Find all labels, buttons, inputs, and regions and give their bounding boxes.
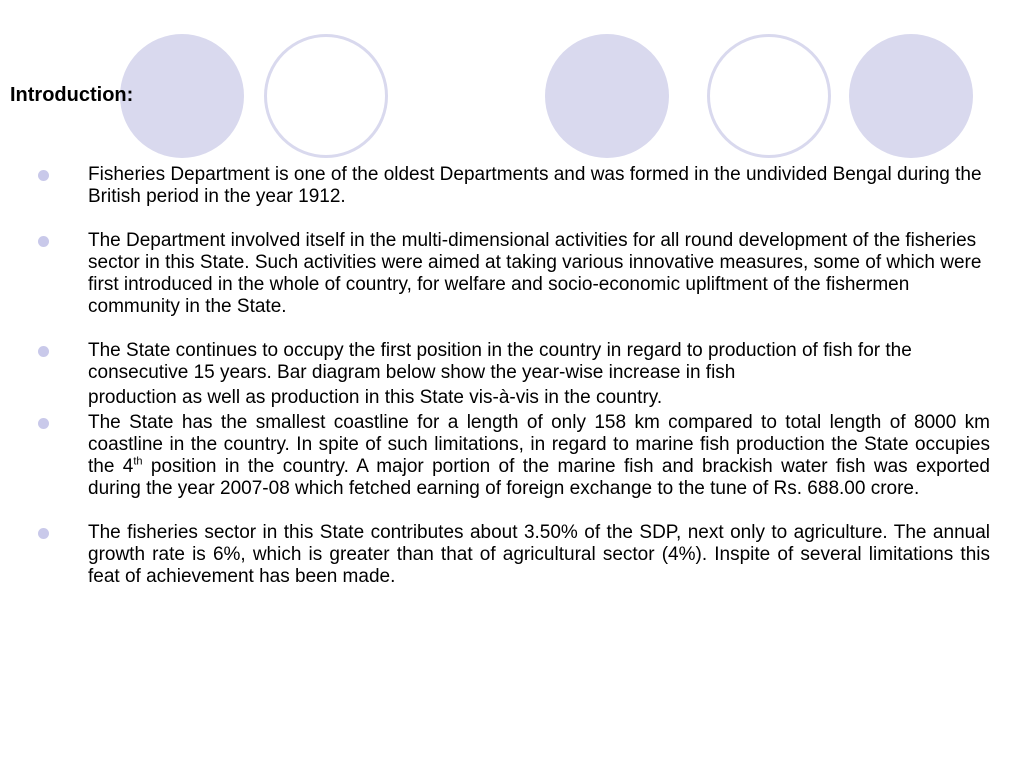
decorative-circle-outline bbox=[707, 34, 831, 158]
bullet-item bbox=[36, 522, 990, 588]
bullet-item bbox=[36, 340, 990, 409]
decorative-circle-outline bbox=[264, 34, 388, 158]
bullet-item bbox=[36, 230, 990, 318]
bullet-dot-icon bbox=[38, 346, 49, 357]
bullet-dot-icon bbox=[38, 236, 49, 247]
decorative-circle-filled bbox=[545, 34, 669, 158]
bullet-text: Fisheries Department is one of the oldest Departments and was formed in the undivided Bengal during the British period in the year 1912. bbox=[88, 164, 982, 207]
bullet-text: The Department involved itself in the multi-dimensional activities for all round development of the fisheries sector in this State. Such activities were aimed at taking various innovative measures, some of which were first introduced in the whole of country, for welfare and socio-economic upliftment of the fishermen community in the State. bbox=[88, 230, 982, 317]
bullet-dot-icon bbox=[38, 528, 49, 539]
bullet-text: The fisheries sector in this State contributes about 3.50% of the SDP, next only to agriculture. The annual growth rate is 6%, which is greater than that of agricultural sector (4%). Inspite of several limitations this feat of achievement has been made. bbox=[88, 522, 990, 587]
decorative-circle-filled bbox=[120, 34, 244, 158]
bullet-text: The State continues to occupy the first position in the country in regard to production of fish for the consecutive 15 years. Bar diagram below show the year-wise increase in fish bbox=[88, 340, 912, 383]
bullet-text-continued: position in the country. A major portion of the marine fish and brackish water fish was exported during the year 2007-08 which fetched earning of foreign exchange to the tune of Rs. 688.00 crore. bbox=[88, 456, 990, 499]
bullet-item bbox=[36, 164, 990, 208]
bullet-list bbox=[36, 164, 990, 588]
ordinal-suffix: th bbox=[133, 455, 143, 468]
slide-title: Introduction: bbox=[10, 84, 134, 106]
bullet-text-continued: production as well as production in this State vis-à-vis in the country. bbox=[88, 387, 663, 408]
decorative-circle-filled bbox=[849, 34, 973, 158]
bullet-text: The State has the smallest coastline for a length of only 158 km compared to total length of 8000 km coastline in the country. In spite of such limitations, in regard to marine fish production the State occupies the 4 bbox=[88, 412, 990, 477]
bullet-item bbox=[36, 412, 990, 500]
bullet-dot-icon bbox=[38, 418, 49, 429]
bullet-dot-icon bbox=[38, 170, 49, 181]
